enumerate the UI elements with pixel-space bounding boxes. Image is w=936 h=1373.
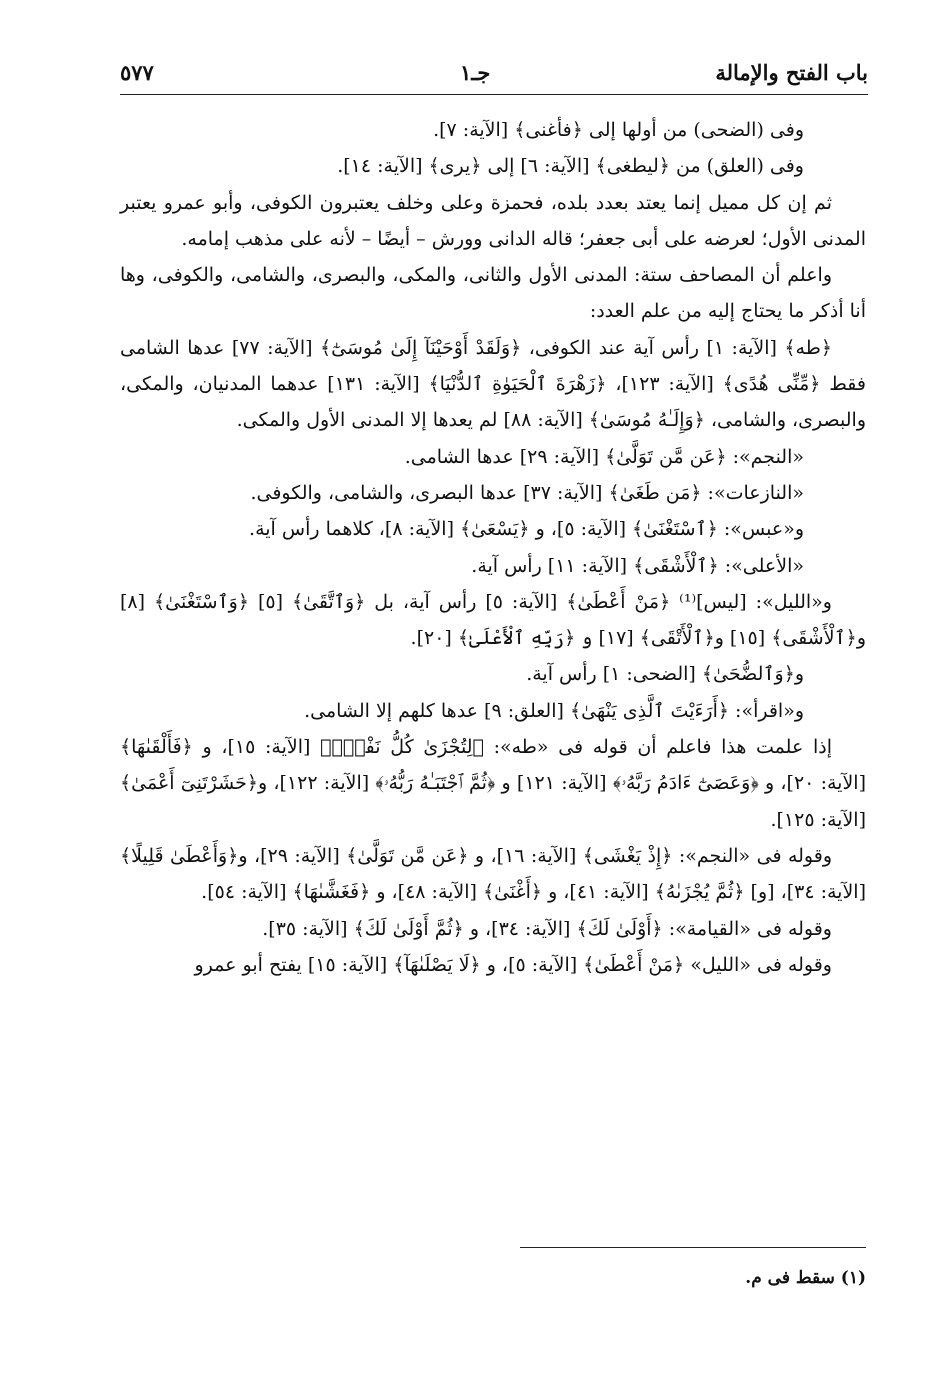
paragraph: وفى (العلق) من ﴿ليطغى﴾ [الآية: ٦] إلى ﴿يرى﴾ [الآية: ١٤].: [337, 155, 804, 178]
paragraph: و«الليل»: [ليس]⁽¹⁾ ﴿مَنْ أَعْطَىٰ﴾ [الآية: ٥] رأس آية، بل ﴿وَٱتَّقَىٰ﴾ [٥] ﴿وَٱسْتَغْنَىٰ﴾ [٨] و﴿ٱلْأَشْقَى﴾ [١٥] و﴿ٱلْأَتْقَى﴾ [١٧] و ﴿رَبِّهِ ٱلْأَعْلَىٰ﴾ [٢٠].: [120, 590, 866, 650]
main-text: [120, 112, 866, 983]
page-number: ٥٧٧: [120, 60, 154, 85]
paragraph: و«اقرأ»: ﴿أَرَءَيْتَ ٱلَّذِى يَنْهَىٰ﴾ [العلق: ٩] عدها كلهم إلا الشامى.: [304, 699, 804, 722]
volume-number: جـ١: [460, 60, 491, 85]
paragraph: وقوله فى «القيامة»: ﴿أَوْلَىٰ لَكَ﴾ [الآية: ٣٤]، و ﴿ثُمَّ أَوْلَىٰ لَكَ﴾ [الآية: ٣٥].: [262, 917, 832, 940]
paragraph: و«عبس»: ﴿ٱسْتَغْنَىٰ﴾ [الآية: ٥]، و ﴿يَسْعَىٰ﴾ [الآية: ٨]، كلاهما رأس آية.: [249, 518, 804, 541]
paragraph: «الأعلى»: ﴿ٱلْأَشْقَى﴾ [الآية: ١١] رأس آية.: [471, 554, 804, 577]
paragraph: وفى (الضحى) من أولها إلى ﴿فأغنى﴾ [الآية: ٧].: [433, 119, 804, 141]
paragraph: واعلم أن المصاحف ستة: المدنى الأول والثانى، والمكى، والبصرى، والشامى، والكوفى، وها أنا أذكر ما يحتاج إليه من علم العدد:: [120, 264, 866, 323]
paragraph: وقوله فى «النجم»: ﴿إِذْ يَغْشَى﴾ [الآية: ١٦]، و ﴿عَن مَّن تَوَلَّىٰ﴾ [الآية: ٢٩]، و﴿وَأَعْطَىٰ قَلِيلًا﴾ [الآية: ٣٤]، [و] ﴿ثُمَّ يُجْزَىٰهُ﴾ [الآية: ٤١]، و ﴿أَغْنَىٰ﴾ [الآية: ٤٨]، و ﴿فَغَشَّىٰهَا﴾ [الآية: ٥٤].: [120, 844, 866, 904]
paragraph: إذا علمت هذا فاعلم أن قوله فى «طه»: ﴿لِتُجْزَىٰ كُلُّ نَفْسٍۭ﴾ [الآية: ١٥]، و ﴿فَأَلْقَىٰهَا﴾ [الآية: ٢٠]، و ﴿وَعَصَىٰٓ ءَادَمُ رَبَّهُۥ﴾ [الآية: ١٢١] و ﴿ثُمَّ ٱجْتَبَـٰهُ رَبُّهُۥ﴾ [الآية: ١٢٢]، و﴿حَشَرْتَنِىٓ أَعْمَىٰ﴾ [الآية: ١٢٥].: [120, 736, 866, 831]
paragraph: وقوله فى «الليل» ﴿مَنْ أَعْطَىٰ﴾ [الآية: ٥]، و ﴿لَا يَصْلَىٰهَآ﴾ [الآية: ١٥] يفتح أبو عمرو: [194, 953, 832, 976]
paragraph: و﴿وَٱلضُّحَىٰ﴾ [الضحى: ١] رأس آية.: [526, 663, 804, 686]
footnote: (١) سقط فى م.: [745, 1268, 866, 1288]
footnote-separator: [520, 1247, 866, 1248]
paragraph: ﴿طه﴾ [الآية: ١] رأس آية عند الكوفى، ﴿وَلَقَدْ أَوْحَيْنَآ إِلَىٰ مُوسَىٰٓ﴾ [الآية: ٧٧] عدها الشامى فقط ﴿مِّنِّى هُدًى﴾ [الآية: ١٢٣]، ﴿زَهْرَةَ ٱلْحَيَوٰةِ ٱلدُّنْيَا﴾ [الآية: ١٣١] عدهما المدنيان، والمكى، والبصرى، والشامى، ﴿وَإِلَـٰهُ مُوسَىٰ﴾ [الآية: ٨٨] لم يعدها إلا المدنى الأول والمكى.: [120, 336, 866, 432]
paragraph: «النجم»: ﴿عَن مَّن تَوَلَّىٰ﴾ [الآية: ٢٩] عدها الشامى.: [404, 445, 804, 468]
paragraph: «النازعات»: ﴿مَن طَغَىٰ﴾ [الآية: ٣٧] عدها البصرى، والشامى، والكوفى.: [250, 481, 804, 504]
chapter-title: باب الفتح والإمالة: [715, 60, 868, 85]
running-header: [120, 58, 868, 95]
paragraph: ثم إن كل مميل إنما يعتد بعدد بلده، فحمزة وعلى وخلف يعتبرون الكوفى، وأبو عمرو يعتبر المدنى الأول؛ لعرضه على أبى جعفر؛ قاله الدانى وورش – أيضًا – لأنه على مذهب إمامه.: [120, 191, 866, 250]
